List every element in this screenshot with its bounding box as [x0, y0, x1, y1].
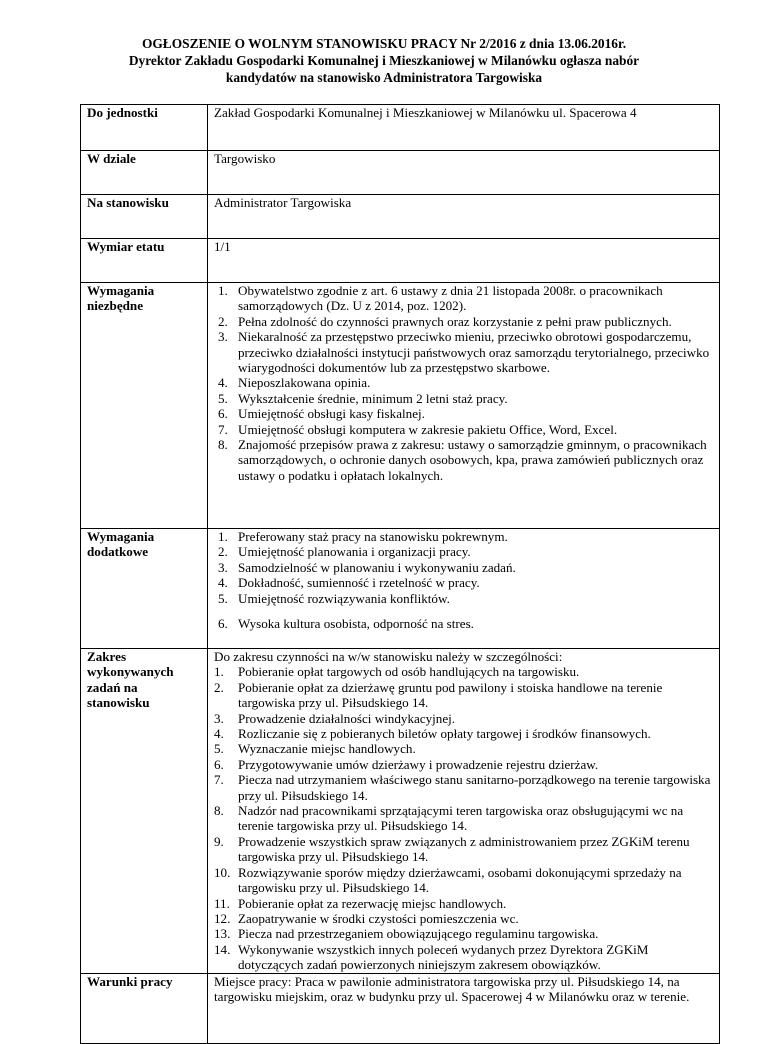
- value-conditions: Miejsce pracy: Praca w pawilonie administratora targowiska przy ul. Piłsudskiego 14, na targowisku miejskim, oraz w budynku przy ul. Spacerowej 4 w Milanówku oraz w terenie.: [208, 973, 720, 1043]
- label-fte: Wymiar etatu: [81, 239, 208, 283]
- list-item-text: Nadzór nad pracownikami sprzątającymi teren targowiska oraz obsługującymi wc na terenie targowiska przy ul. Piłsudskiego 14.: [238, 803, 684, 834]
- job-offer-table: [80, 104, 720, 1044]
- list-item-text: Umiejętność planowania i organizacji pracy.: [238, 544, 471, 560]
- list-item-text: Prowadzenie wszystkich spraw związanych z administrowaniem przez ZGKiM terenu targowiska przy ul. Piłsudskiego 14.: [238, 833, 690, 865]
- list-item-number: 5.: [218, 590, 228, 606]
- row-duties: [81, 649, 720, 974]
- list-item-text: Pobieranie opłat targowych od osób handlujących na targowisku.: [238, 664, 580, 680]
- label-additional: Wymagania dodatkowe: [81, 529, 208, 649]
- list-item-text: Znajomość przepisów prawa z zakresu: ustawy o samorządzie gminnym, o pracownikach samorządowych, o ochronie danych osobowych, kpa, prawa zamówień publicznych oraz ustawy o podatku i opłatach lokalnych.: [238, 437, 707, 483]
- title-line-3: kandydatów na stanowisko Administratora Targowiska: [225, 70, 543, 85]
- list-item-number: 8.: [214, 803, 224, 819]
- list-item-text: Wyznaczanie miejsc handlowych.: [238, 741, 416, 757]
- page-title: [60, 35, 708, 86]
- list-item: [214, 406, 713, 421]
- label-unit: Do jednostki: [81, 105, 208, 151]
- list-item-text: Prowadzenie działalności windykacyjnej.: [238, 710, 456, 726]
- list-item: [214, 375, 713, 390]
- list-item-text: Rozwiązywanie sporów między dzierżawcami, osobami dokonującymi sprzedaży na targowisku przy ul. Piłsudskiego 14.: [238, 864, 682, 896]
- list-item-number: 4.: [218, 575, 228, 591]
- label-department: W dziale: [81, 151, 208, 195]
- list-item-number: 13.: [214, 926, 231, 942]
- label-position: Na stanowisku: [81, 195, 208, 239]
- list-item-number: 2.: [218, 313, 228, 329]
- value-duties: [208, 649, 720, 974]
- list-item-number: 4.: [214, 726, 224, 742]
- row-department: [81, 151, 720, 195]
- list-item-text: Piecza nad utrzymaniem właściwego stanu sanitarno-porządkowego na terenie targowiska przy ul. Piłsudskiego 14.: [238, 772, 711, 803]
- title-line-1: OGŁOSZENIE O WOLNYM STANOWISKU PRACY Nr 2/2016 z dnia 13.06.2016r.: [141, 36, 627, 51]
- list-item: [214, 942, 713, 973]
- list-item-text: Przygotowywanie umów dzierżawy i prowadzenie rejestru dzierżaw.: [238, 756, 599, 772]
- list-item-number: 3.: [214, 710, 224, 726]
- list-item-number: 14.: [214, 941, 231, 957]
- list-item: [214, 726, 713, 741]
- list-item: [214, 391, 713, 406]
- list-item: [214, 544, 713, 559]
- list-item-number: 12.: [214, 910, 231, 926]
- list-item: [214, 422, 713, 437]
- list-item-number: 6.: [214, 756, 224, 772]
- list-item-text: Zaopatrywanie w środki czystości pomieszczenia wc.: [238, 910, 519, 926]
- value-unit: Zakład Gospodarki Komunalnej i Mieszkaniowej w Milanówku ul. Spacerowa 4: [208, 105, 720, 151]
- list-item: [214, 680, 713, 711]
- list-item-number: 2.: [218, 544, 228, 560]
- list-item: [214, 575, 713, 590]
- list-item: [214, 803, 713, 834]
- list-item-number: 8.: [218, 437, 228, 453]
- additional-list: [214, 529, 713, 631]
- list-item-text: Umiejętność obsługi komputera w zakresie pakietu Office, Word, Excel.: [238, 421, 618, 437]
- list-item-number: 9.: [214, 833, 224, 849]
- list-item-number: 7.: [214, 772, 224, 788]
- list-item-number: 10.: [214, 864, 231, 880]
- list-item-text: Piecza nad przestrzeganiem obowiązującego regulaminu targowiska.: [238, 926, 599, 942]
- list-item-text: Niekaralność za przestępstwo przeciwko mieniu, przeciwko obrotowi gospodarczemu, przeciwko działalności instytucji państwowych oraz samorządu terytorialnego, przeciwko wiarygodności dokumentów lub za przestępstwo skarbowe.: [238, 329, 710, 376]
- list-item: [214, 896, 713, 911]
- list-item-number: 4.: [218, 375, 228, 391]
- list-item-number: 6.: [218, 616, 228, 632]
- row-unit: [81, 105, 720, 151]
- list-item-text: Wykonywanie wszystkich innych poleceń wydanych przez Dyrektora ZGKiM dotyczących zadań powierzonych niniejszym zakresem obowiązków.: [238, 941, 649, 973]
- list-item-text: Rozliczanie się z pobieranych biletów opłaty targowej i środków finansowych.: [238, 726, 651, 742]
- list-item: [214, 591, 713, 606]
- row-fte: [81, 239, 720, 283]
- list-item-number: 1.: [218, 529, 228, 544]
- row-additional: [81, 529, 720, 649]
- list-item-text: Umiejętność rozwiązywania konfliktów.: [238, 590, 450, 606]
- list-item-text: Wykształcenie średnie, minimum 2 letni staż pracy.: [238, 390, 508, 406]
- row-conditions: [81, 973, 720, 1043]
- label-duties: Zakres wykonywanych zadań na stanowisku: [81, 649, 208, 974]
- list-item: [214, 283, 713, 314]
- title-line-2: Dyrektor Zakładu Gospodarki Komunalnej i Mieszkaniowej w Milanówku ogłasza nabór: [128, 53, 640, 68]
- list-item: [214, 616, 713, 631]
- list-item-text: Dokładność, sumienność i rzetelność w pracy.: [238, 575, 480, 591]
- list-item: [214, 911, 713, 926]
- required-list: [214, 283, 713, 483]
- list-item: [214, 664, 713, 679]
- list-item-number: 11.: [214, 895, 230, 911]
- list-item: [214, 529, 713, 544]
- list-item-text: Obywatelstwo zgodnie z art. 6 ustawy z dnia 21 listopada 2008r. o pracownikach samorządowych (Dz. U z 2014, poz. 1202).: [238, 283, 663, 314]
- row-position: [81, 195, 720, 239]
- label-required: Wymagania niezbędne: [81, 283, 208, 529]
- list-item: [214, 865, 713, 896]
- list-item-number: 5.: [214, 741, 224, 757]
- list-item-text: Pobieranie opłat za dzierżawę gruntu pod pawilony i stoiska handlowe na terenie targowiska przy ul. Piłsudskiego 14.: [238, 679, 663, 711]
- list-item-text: Pełna zdolność do czynności prawnych oraz korzystanie z pełni praw publicznych.: [238, 313, 672, 329]
- list-item-text: Preferowany staż pracy na stanowisku pokrewnym.: [238, 529, 508, 544]
- list-item-number: 3.: [218, 559, 228, 575]
- list-item: [214, 772, 713, 803]
- list-item-number: 1.: [218, 283, 228, 298]
- list-item-text: Umiejętność obsługi kasy fiskalnej.: [238, 406, 425, 422]
- list-item: [214, 560, 713, 575]
- value-required: [208, 283, 720, 529]
- duties-intro: Do zakresu czynności na w/w stanowisku należy w szczególności:: [214, 649, 563, 664]
- list-item: [214, 757, 713, 772]
- list-item: [214, 926, 713, 941]
- list-item: [214, 834, 713, 865]
- list-item: [214, 711, 713, 726]
- value-position: Administrator Targowiska: [208, 195, 720, 239]
- value-additional: [208, 529, 720, 649]
- list-item-text: Wysoka kultura osobista, odporność na stres.: [238, 616, 474, 632]
- list-item: [214, 314, 713, 329]
- list-item-text: Samodzielność w planowaniu i wykonywaniu zadań.: [238, 559, 516, 575]
- list-item: [214, 741, 713, 756]
- list-item: [214, 437, 713, 483]
- duties-list: [214, 664, 713, 972]
- list-item-number: 1.: [214, 664, 224, 680]
- value-fte: 1/1: [208, 239, 720, 283]
- list-item-text: Pobieranie opłat za rezerwację miejsc handlowych.: [238, 895, 507, 911]
- list-item-number: 7.: [218, 421, 228, 437]
- label-conditions: Warunki pracy: [81, 973, 208, 1043]
- row-required: [81, 283, 720, 529]
- value-department: Targowisko: [208, 151, 720, 195]
- list-item-number: 6.: [218, 406, 228, 422]
- list-item-text: Nieposzlakowana opinia.: [238, 375, 371, 391]
- list-item-number: 3.: [218, 329, 228, 345]
- list-item: [214, 329, 713, 375]
- list-item-number: 2.: [214, 679, 224, 695]
- list-item-number: 5.: [218, 390, 228, 406]
